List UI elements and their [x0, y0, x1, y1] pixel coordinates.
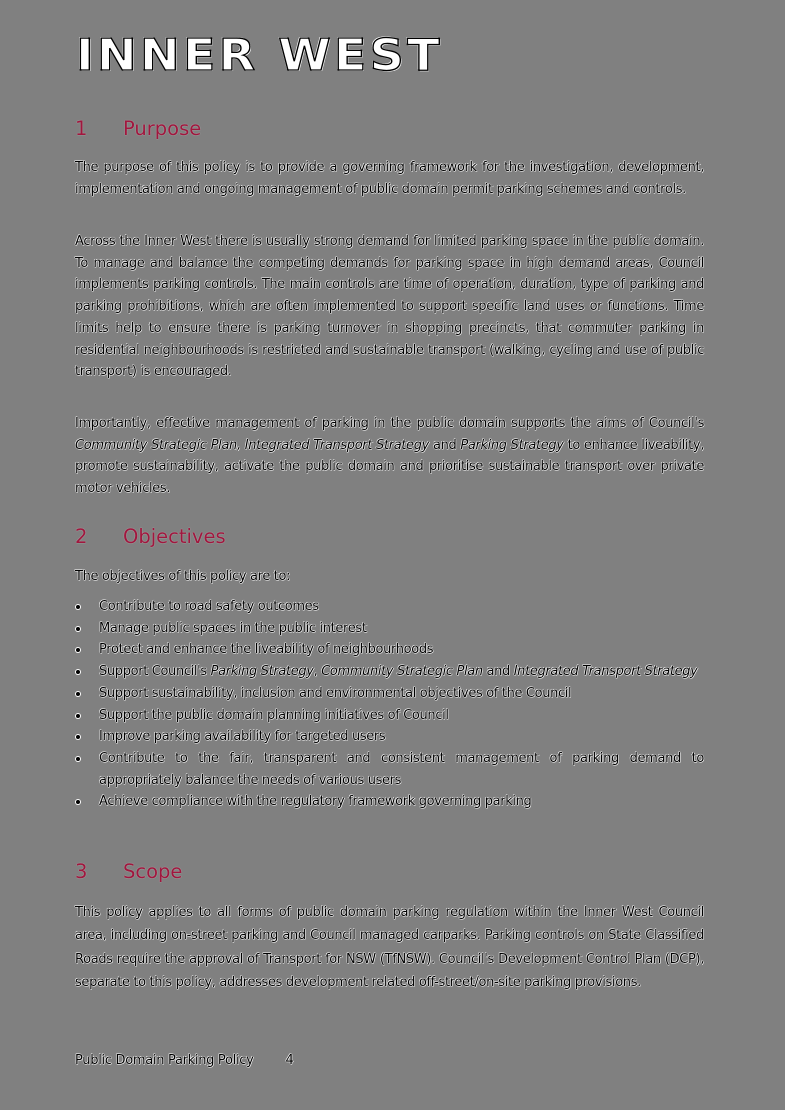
bullet-icon [76, 627, 80, 631]
list-item [75, 726, 704, 748]
list-item-text: Contribute to the fair, transparent and consistent management of parking demand to appropriately balance the needs of various users [99, 750, 704, 788]
italic-plan-names: Community Strategic Plan, Integrated Transport Strategy [75, 437, 429, 453]
bullet-icon [76, 714, 80, 718]
page-footer [75, 1053, 294, 1068]
section-title: Objectives [123, 525, 226, 548]
bullet-icon [76, 735, 80, 739]
text-run: , [313, 664, 322, 680]
list-item-text: Improve parking availability for targeted users [99, 729, 386, 745]
section-number: 2 [75, 525, 88, 548]
section-heading-objectives [75, 525, 226, 548]
list-item-text: Achieve compliance with the regulatory framework governing parking [99, 794, 532, 810]
objectives-list [75, 596, 704, 813]
text-run: and [428, 437, 461, 453]
objectives-intro: The objectives of this policy are to: [75, 569, 291, 584]
list-item [75, 596, 704, 618]
italic-community-strategic-plan: Community Strategic Plan [321, 664, 483, 680]
list-item [75, 683, 704, 705]
text-run: to enhance liveability, promote sustainability, activate the public domain and prioritise sustainable transport over private motor vehicles. [75, 437, 704, 497]
list-item [75, 639, 704, 661]
list-item-text: Manage public spaces in the public interest [99, 620, 367, 636]
bullet-icon [76, 648, 80, 652]
purpose-paragraph-3 [75, 413, 704, 500]
purpose-paragraph-2: Across the Inner West there is usually strong demand for limited parking space in the public domain. To manage and balance the competing demands for parking space in high demand areas, Council implements parking controls. The main controls are time of operation, duration, type of parking and parking prohibitions, which are often implemented to support specific land uses or functions. Time limits help to ensure there is parking turnover in shopping precincts, that commuter parking in residential neighbourhoods is restricted and sustainable transport (walking, cycling and use of public transport) is encouraged. [75, 234, 704, 380]
section-heading-scope [75, 860, 182, 883]
section-title: Scope [123, 860, 183, 883]
list-item [75, 748, 704, 791]
bullet-icon [76, 605, 80, 609]
bullet-icon [76, 757, 80, 761]
bullet-icon [76, 692, 80, 696]
text-run: Importantly, effective management of parking in the public domain supports the aims of Council's [75, 416, 704, 431]
inner-west-logo: INNER WEST [76, 30, 443, 81]
section-number: 3 [75, 860, 88, 883]
bullet-icon [76, 800, 80, 804]
list-item [75, 705, 704, 727]
list-item-text: Support sustainability, inclusion and environmental objectives of the Council [99, 685, 572, 701]
scope-paragraph: This policy applies to all forms of public domain parking regulation within the Inner West Council area, including on-street parking and Council managed carparks. Parking controls on State Classified Roads require the approval of Transport for NSW (TfNSW). Council's Development Control Plan (DCP), separate to this policy, addresses development related off-street/on-site parking provisions. [75, 905, 704, 990]
purpose-paragraph-1: The purpose of this policy is to provide a governing framework for the investigation, development, implementation and ongoing management of public domain permit parking schemes and controls. [75, 160, 704, 197]
italic-parking-strategy: Parking Strategy [460, 437, 564, 453]
list-item [75, 661, 704, 683]
list-item [75, 618, 704, 640]
list-item-text: Protect and enhance the liveability of neighbourhoods [99, 642, 434, 658]
list-item [75, 791, 704, 813]
section-number: 1 [75, 117, 88, 140]
page-number: 4 [285, 1053, 294, 1068]
section-title: Purpose [123, 117, 202, 140]
text-run: and [482, 664, 514, 680]
footer-document-title: Public Domain Parking Policy [75, 1053, 254, 1068]
list-item-text: Contribute to road safety outcomes [99, 599, 319, 614]
list-item-text: Support the public domain planning initiatives of Council [99, 707, 449, 723]
text-run: Support Council's [99, 664, 211, 680]
italic-parking-strategy: Parking Strategy [210, 664, 314, 680]
section-heading-purpose [75, 117, 201, 140]
italic-integrated-transport-strategy: Integrated Transport Strategy [513, 664, 698, 680]
bullet-icon [76, 670, 80, 674]
